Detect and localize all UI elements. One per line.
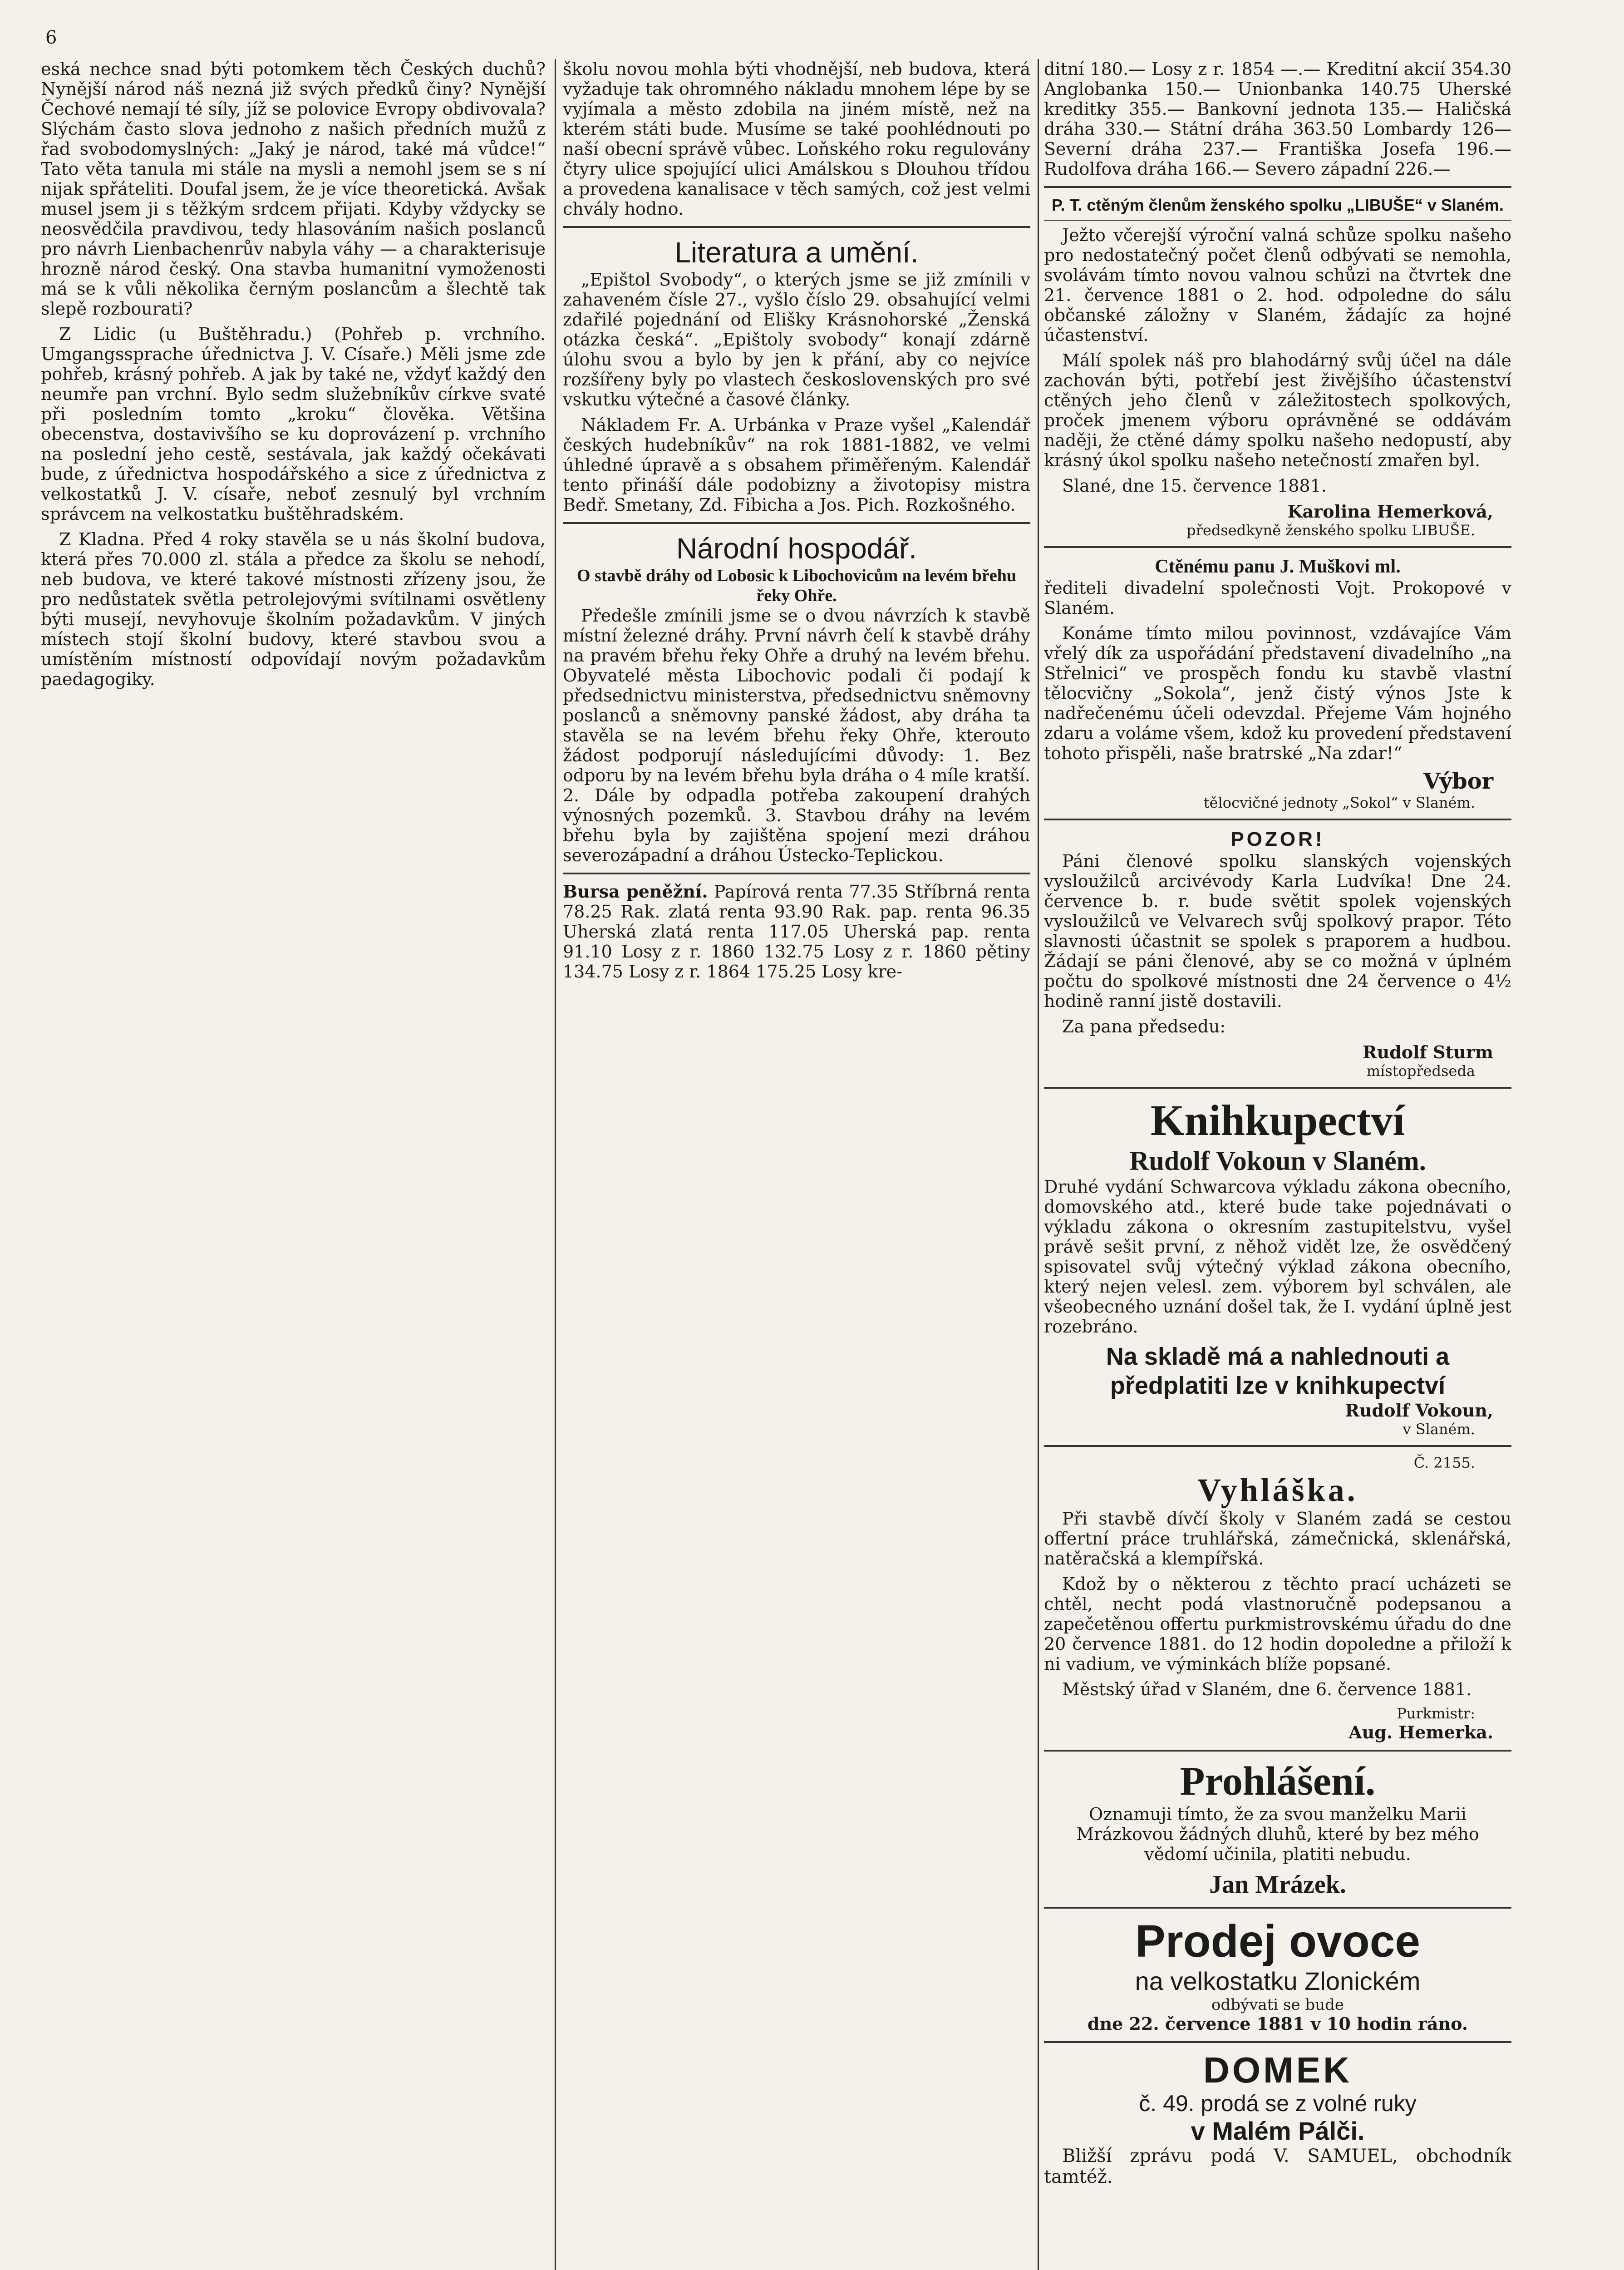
page-number: 6 (45, 27, 57, 48)
column-2 (563, 59, 1030, 2270)
signature: Rudolf Sturm (1363, 1042, 1493, 1062)
signature: Rudolf Vokoun, (1345, 1400, 1493, 1421)
section-title-literatura: Literatura a umění. (674, 236, 919, 269)
column-divider (555, 59, 556, 2270)
section-divider (1044, 1750, 1511, 1752)
signature-place: v Slaném. (1403, 1421, 1475, 1438)
notice-paragraph: Páni členové spolku slanských vojenských vysloužilců arcivévody Karla Ludvíka! Dne 24. července b. r. bude světit spolek vojenských vysloužilců ve Velvarech svůj spolkový prapor. Této slavnosti účastnit se spolek s praporem a hudbou. Žádají se páni členové, aby se co možná v úplném počtu do spolkové místnosti dne 24 července o 4½ hodině ranní jistě dostavili. (1044, 851, 1511, 1011)
ad-subtitle: Rudolf Vokoun v Slaném. (1129, 1146, 1426, 1176)
ad-subtitle: č. 49. prodá se z volné ruky (1139, 2091, 1417, 2116)
ad-subtitle: v Malém Pálči. (1191, 2117, 1365, 2145)
section-divider (1044, 1445, 1511, 1447)
notice-title-pozor: POZOR! (1230, 828, 1325, 850)
document-number: Č. 2155. (1413, 1454, 1475, 1471)
ad-paragraph: Bližší zprávu podá V. SAMUEL, obchodník tamtéž. (1044, 2146, 1511, 2187)
signature: Jan Mrázek. (1209, 1870, 1346, 1899)
ad-paragraph: Druhé vydání Schwarcova výkladu zákona obecního, domovského atd., které bude take pojednávati o výkladu zákona o okresním zastupitelstvu, vyšel právě sešit první, z něhož vidět lze, že osvědčený spisovatel svůj výtečný výklad zákona obecního, který nejen velesl. zem. výborem byl schválen, ale všeobecného uznání došel tak, že I. vydání úplně jest rozebráno. (1044, 1177, 1511, 1337)
section-divider (563, 226, 1030, 228)
article-paragraph: Předešle zmínili jsme se o dvou návrzích k stavbě místní železné dráhy. První návrh čelí k stavbě dráhy na pravém břehu řeky Ohře a druhý na levém břehu. Obyvatelé města Libochovic podali či podají k předsednictvu ministerstva, předsednictvu sněmovny poslanců a sněmovny panské žádost, aby dráha ta stavěla se na levém břehu řeky Ohře, kterouto žádost podporují následujícími důvody: 1. Bez odporu by na levém břehu byla dráha o 4 míle kratší. 2. Dále by odpadla potřeba zakoupení drahých výnosných pozemků. 3. Stavbou dráhy na levém břehu byla by zajištěna spojení mezi dráhou severozápadní a dráhou Ústecko-Teplickou. (563, 606, 1030, 865)
ad-paragraph: odbývati se bude (1211, 1996, 1344, 2014)
ad-paragraph: dne 22. července 1881 v 10 hodin ráno. (1087, 2013, 1468, 2034)
column-divider (1038, 59, 1039, 2270)
section-title-hospodar: Národní hospodář. (676, 532, 917, 565)
notice-subtitle: řediteli divadelní společnosti Vojt. Prokopové v Slaném. (1044, 578, 1511, 618)
column-3 (1044, 59, 1511, 2270)
ad-title-prohlaseni: Prohlášení. (1180, 1759, 1376, 1804)
signature-title: Purkmistr: (1397, 1705, 1475, 1722)
signature-title: tělocvičné jednoty „Sokol“ v Slaném. (1203, 794, 1475, 811)
ad-title-knihkupectvi: Knihkupectví (1150, 1096, 1405, 1145)
ad-paragraph: Při stavbě dívčí školy v Slaném zadá se cestou offertní práce truhlářská, zámečnická, sklenářská, natěračská a klempířská. (1044, 1509, 1511, 1569)
notice-paragraph: Ježto včerejší výroční valná schůze spolku našeho pro nedostatečný počet členů odbývati se nemohla, svolávám tímto novou valnou schůzi na čtvrtek dne 21. července 1881 o 2. hod. odpoledne do sálu občanské záložny v Slaném, žádajíc za hojné účastenství. (1044, 225, 1511, 345)
ad-title-domek: DOMEK (1203, 2050, 1352, 2090)
ad-title-vyhlaska: Vyhláška. (1197, 1472, 1358, 1508)
section-divider (1044, 546, 1511, 548)
section-divider (1044, 819, 1511, 820)
notice-paragraph: Za pana předsedu: (1062, 1017, 1226, 1036)
notice-date: Slané, dne 15. července 1881. (1062, 476, 1327, 496)
ad-paragraph: Městský úřad v Slaném, dne 6. července 1881. (1062, 1679, 1472, 1699)
column-1 (41, 59, 546, 2270)
signature: Aug. Hemerka. (1348, 1722, 1493, 1742)
bursa-label: Bursa peněžní. (563, 881, 708, 902)
article-paragraph: eská nechce snad býti potomkem těch Českých duchů? Nynější národ náš nezná již svých předků činy? Nynější Čechové nemají té síly, jíž se polovice Evropy obdivovala? Slýchám často slova jednoho z našich předních mužů z řad svobodomyslných: „Jaký je národ, také má vůdce!“ Tato věta tanula mi stále na mysli a nemohl jsem se s ní nijak spřáteliti. Doufal jsem, že je více theoretická. Avšak musel jsem ji s těžkým srdcem přijati. Kdyby vždycky se neosvědčila pravdivou, tedy hlasováním našich poslanců pro návrh Lienbachenrův nabyla váhy — a charakterisuje hrozně národ český. Ona stavba humanitní vymoženosti má se k vůli několika černým poslancům a šlechtě tak slepě rozbourati? (41, 59, 546, 319)
signature-title: místopředseda (1366, 1062, 1475, 1080)
signature: Karolina Hemerková, (1287, 501, 1493, 522)
signature-title: předsedkyně ženského spolku LIBUŠE. (1186, 522, 1475, 539)
ad-title-prodej-ovoce: Prodej ovoce (1135, 1916, 1420, 1967)
section-divider (1044, 1087, 1511, 1089)
article-paragraph: školu novou mohla býti vhodnější, neb budova, která vyžaduje tak ohromného nákladu mnohem lépe by se vyjímala a město zdobila na jiném místě, než na kterém státi bude. Musíme se také poohlédnouti po naší obecní správě vůbec. Loňského roku regulovány čtyry ulice spojující ulici Amálskou s Dlouhou třídou a provedena kanalisace v těch samých, což jest velmi chvály hodno. (563, 59, 1030, 219)
notice-paragraph: Málí spolek náš pro blahodárný svůj účel na dále zachován býti, potřebí jest živějšího účastenství ctěných jeho členů v záležitostech spolkových, proček jmenem výboru oprávněné se oddávám naději, že ctěné dámy spolku našeho nedopustí, aby krásný úkol spolku našeho netečností zmařen byl. (1044, 350, 1511, 470)
ad-subtitle: na velkostatku Zlonickém (1135, 1967, 1421, 1995)
bursa-paragraph (563, 882, 1030, 982)
article-paragraph: Z Lidic (u Buštěhradu.) (Pohřeb p. vrchního. Umgangssprache úřednictva J. V. Císaře.) Měli jsme zde pohřeb, krásný pohřeb. A jak by také ne, vždyť každý den neumře pan vrchní. Bylo sedm služebníkův církve svaté při posledním tomto „kroku“ člověka. Většina obecenstva, dostavivšího se ku doprovázení p. vrchního na poslední jeho cestě, sestávala, jak každý očekávati bude, z úřednictva hospodářského a sice z úřednictva z velkostatků J. V. císaře, neboť zesnulý byl vrchním správcem na velkostatku buštěhradském. (41, 324, 546, 524)
ad-paragraph: Oznamuji tímto, že za svou manželku Marii Mrázkovou žádných dluhů, které by bez mého vědomí učinila, platiti nebudu. (1076, 1804, 1479, 1864)
bursa-text: Papírová renta 77.35 Stříbrná renta 78.25 Rak. zlatá renta 93.90 Rak. pap. renta 96.35 Uherská zlatá renta 117.05 Uherská pap. renta 91.10 Losy z r. 1860 132.75 Losy z r. 1860 pětiny 134.75 Losy z r. 1864 175.25 Losy kre- (563, 882, 1030, 982)
section-divider (1044, 1907, 1511, 1909)
article-headline: O stavbě dráhy od Lobosic k Libochovicům na levém břehu řeky Ohře. (576, 566, 1017, 605)
divider (1044, 220, 1511, 221)
notice-title-musek: Ctěnému panu J. Muškovi ml. (1155, 556, 1401, 577)
article-paragraph: Nákladem Fr. A. Urbánka v Praze vyšel „Kalendář českých hudebníkův“ na rok 1881-1882, ve velmi úhledné úpravě a s obsahem přiměřeným. Kalendář tento přináší dále podobizny a životopisy mistra Bedř. Smetany, Zd. Fibicha a Jos. Pich. Rozkošného. (563, 415, 1030, 515)
article-paragraph: „Epištol Svobody“, o kterých jsme se již zmínili v zahaveném čísle 27., vyšlo číslo 29. obsahující velmi zdařilé pojednání od Elišky Krásnohorské „Ženská otázka česká“. „Epištoly svobody“ konají zdárně úlohu svou a bylo by jen k přání, aby co nejvíce rozšířeny byly po vlastech československých pro své vskutku výtečné a časové články. (563, 270, 1030, 410)
section-divider (1044, 186, 1511, 188)
section-divider (563, 522, 1030, 524)
notice-title-libuse: P. T. ctěným členům ženského spolku „LIBUŠE“ v Slaném. (1052, 196, 1504, 214)
article-paragraph: Z Kladna. Před 4 roky stavěla se u nás školní budova, která přes 70.000 zl. stála a předce za školu se nehodí, neb budova, ve které takové místnosti zřízeny jsou, že pro nedůstatek světla petrolejovými svítilnami osvětleny býti musejí, nevyhovuje školním požadavkům. V jiných místech stojí školní budovy, které stavbou svou a umístěním místností odpovídají novým požadavkům paedagogiky. (41, 529, 546, 689)
ad-paragraph: Kdož by o některou z těchto prací ucházeti se chtěl, necht podá vlastnoručně podepsanou a zapečetěnou offertu purkmistrovskému úřadu do dne 20 července 1881. do 12 hodin dopoledne a přiloží k ni vadium, ve výminkách blíže popsané. (1044, 1574, 1511, 1674)
section-divider (563, 873, 1030, 874)
signature: Výbor (1423, 769, 1493, 794)
ad-highlight: Na skladě má a nahlednouti a předplatiti lze v knihkupectví (1106, 1343, 1450, 1399)
section-divider (1044, 2041, 1511, 2043)
bursa-continuation: ditní 180.— Losy z r. 1854 —.— Kreditní akcií 354.30 Anglobanka 150.— Unionbanka 140.75 Uherské kreditky 355.— Bankovní jednota 135.— Haličská dráha 330.— Státní dráha 363.50 Lombardy 126— Severní dráha 237.— Františka Josefa 196.— Rudolfova dráha 166.— Severo západní 226.— (1044, 59, 1511, 179)
notice-paragraph: Konáme tímto milou povinnost, vzdávajíce Vám vřelý dík za uspořádání představení divadelního „na Střelnici“ ve prospěch fondu ku stavbě vlastní tělocvičny „Sokola“, jenž čistý výnos Jste k nadřečenému účeli odevzdal. Přejeme Vám hojného zdaru a voláme všem, kdož ku provedení představení tohoto přispěli, naše bratrské „Na zdar!“ (1044, 623, 1511, 763)
